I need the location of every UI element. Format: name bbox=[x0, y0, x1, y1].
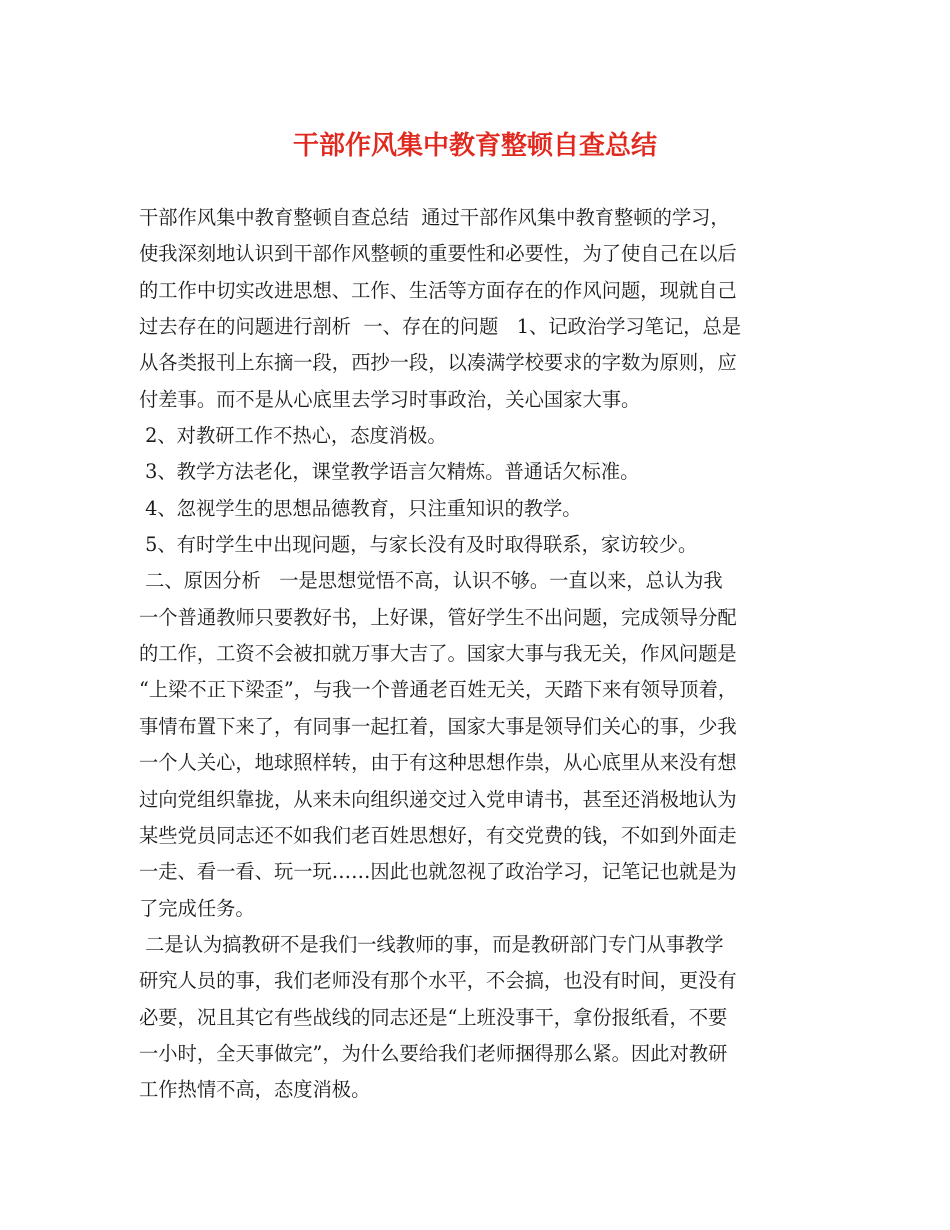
body-line: 一小时，全天事做完”，为什么要给我们老师捆得那么紧。因此对教研 bbox=[139, 1041, 728, 1065]
body-line: 过去存在的问题进行剖析 一、存在的问题 1、记政治学习笔记，总是 bbox=[139, 315, 742, 339]
document-title: 干部作风集中教育整顿自查总结 bbox=[292, 131, 657, 161]
body-line: 了完成任务。 bbox=[139, 896, 255, 920]
body-line: 一个人关心，地球照样转，由于有这种思想作祟，从心底里从来没有想 bbox=[139, 751, 737, 775]
section-heading-cause-analysis: 二、原因分析 一是思想觉悟不高，认识不够。一直以来，总认为我 bbox=[139, 569, 723, 593]
body-line: 二是认为搞教研不是我们一线教师的事，而是教研部门专门从事教学 bbox=[139, 932, 724, 956]
body-line: 一走、看一看、玩一玩……因此也就忽视了政治学习，记笔记也就是为 bbox=[139, 860, 737, 884]
body-line: 事情布置下来了，有同事一起扛着，国家大事是领导们关心的事，少我 bbox=[139, 714, 737, 738]
body-line: 的工作中切实改进思想、工作、生活等方面存在的作风问题，现就自己 bbox=[139, 278, 737, 302]
body-line: 付差事。而不是从心底里去学习时事政治，关心国家大事。 bbox=[139, 387, 641, 411]
body-line: 从各类报刊上东摘一段，西抄一段，以凑满学校要求的字数为原则，应 bbox=[139, 351, 737, 375]
list-item-5: 5、有时学生中出现问题，与家长没有及时取得联系，家访较少。 bbox=[139, 533, 698, 557]
body-line: 使我深刻地认识到干部作风整顿的重要性和必要性，为了使自己在以后 bbox=[139, 242, 737, 266]
list-item-3: 3、教学方法老化，课堂教学语言欠精炼。普通话欠标准。 bbox=[139, 460, 640, 484]
body-line: 过向党组织靠拢，从来未向组织递交过入党申请书，甚至还消极地认为 bbox=[139, 787, 737, 811]
list-item-4: 4、忽视学生的思想品德教育，只注重知识的教学。 bbox=[139, 496, 582, 520]
list-item-2: 2、对教研工作不热心，态度消极。 bbox=[139, 424, 447, 448]
body-line: “上梁不正下梁歪”，与我一个普通老百姓无关，天踏下来有领导顶着， bbox=[139, 678, 738, 702]
body-line: 研究人员的事，我们老师没有那个水平，不会搞，也没有时间，更没有 bbox=[139, 969, 737, 993]
body-line: 干部作风集中教育整顿自查总结 通过干部作风集中教育整顿的学习， bbox=[139, 206, 730, 229]
body-line: 某些党员同志还不如我们老百姓思想好，有交党费的钱，不如到外面走 bbox=[139, 823, 737, 847]
body-line: 工作热情不高，态度消极。 bbox=[139, 1078, 371, 1102]
document-body bbox=[139, 200, 817, 1109]
body-line: 必要，况且其它有些战线的同志还是“上班没事干，拿份报纸看，不要 bbox=[139, 1005, 728, 1029]
body-line: 一个普通教师只要教好书，上好课，管好学生不出问题，完成领导分配 bbox=[139, 605, 737, 629]
body-line: 的工作，工资不会被扣就万事大吉了。国家大事与我无关，作风问题是 bbox=[139, 642, 737, 666]
